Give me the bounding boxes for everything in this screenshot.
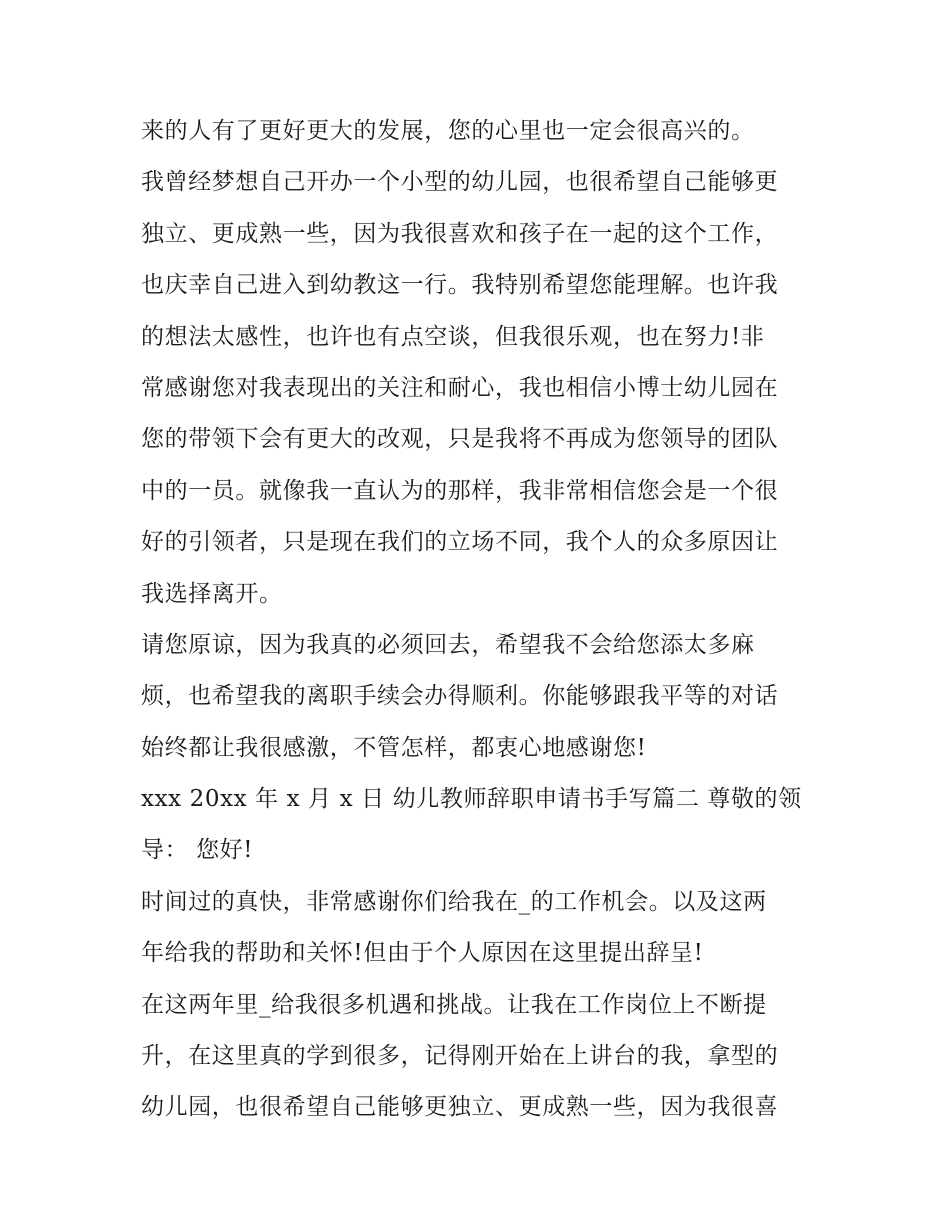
text-line: 您的带领下会有更大的改观，只是我将不再成为您领导的团队 bbox=[141, 426, 779, 453]
text-line: 来的人有了更好更大的发展，您的心里也一定会很高兴的。 bbox=[141, 118, 755, 144]
text-line: xxx 20xx 年 x 月 x 日 幼儿教师辞职申请书手写篇二 尊敬的领 bbox=[141, 786, 802, 813]
text-line: 也庆幸自己进入到幼教这一行。我特别希望您能理解。也许我 bbox=[141, 272, 779, 299]
text-line: 我曾经梦想自己开办一个小型的幼儿园，也很希望自己能够更 bbox=[141, 169, 779, 196]
text-line: 幼儿园，也很希望自己能够更独立、更成熟一些，因为我很喜 bbox=[141, 1094, 779, 1121]
text-line: 独立、更成熟一些，因为我很喜欢和孩子在一起的这个工作， bbox=[141, 220, 779, 247]
text-line: 好的引领者，只是现在我们的立场不同，我个人的众多原因让 bbox=[141, 529, 779, 556]
text-line: 在这两年里_给我很多机遇和挑战。让我在工作岗位上不断提 bbox=[141, 991, 767, 1018]
text-line: 升，在这里真的学到很多，记得刚开始在上讲台的我，拿型的 bbox=[141, 1043, 779, 1070]
text-line: 烦，也希望我的离职手续会办得顺利。你能够跟我平等的对话 bbox=[141, 683, 779, 710]
text-line: 的想法太感性，也许也有点空谈，但我很乐观，也在努力!非 bbox=[141, 323, 765, 350]
text-line: 请您原谅，因为我真的必须回去，希望我不会给您添太多麻 bbox=[141, 631, 755, 658]
text-line: 导： 您好! bbox=[141, 837, 254, 864]
text-line: 常感谢您对我表现出的关注和耐心，我也相信小博士幼儿园在 bbox=[141, 374, 779, 401]
text-line: 时间过的真快，非常感谢你们给我在_的工作机会。以及这两 bbox=[141, 888, 767, 915]
document-body bbox=[141, 106, 813, 1134]
text-line: 年给我的帮助和关怀!但由于个人原因在这里提出辞呈! bbox=[141, 940, 704, 967]
text-line: 始终都让我很感激，不管怎样，都衷心地感谢您! bbox=[141, 734, 647, 761]
text-line: 中的一员。就像我一直认为的那样，我非常相信您会是一个很 bbox=[141, 477, 779, 504]
text-line: 我选择离开。 bbox=[141, 580, 283, 607]
